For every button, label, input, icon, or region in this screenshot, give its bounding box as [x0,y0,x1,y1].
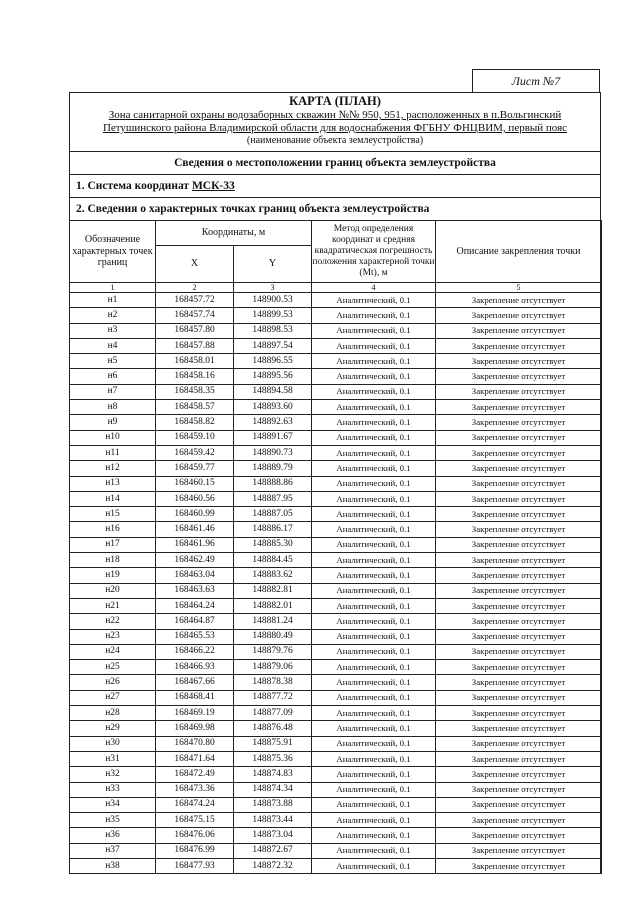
column-numbers-row [70,283,602,293]
table-row [70,553,602,568]
method-cell: Аналитический, 0.1 [312,445,436,460]
method-cell: Аналитический, 0.1 [312,644,436,659]
y-coord-cell: 148894.58 [234,384,312,399]
point-id-cell: н33 [70,782,156,797]
description-cell: Закрепление отсутствует [436,323,602,338]
point-id-cell: н18 [70,553,156,568]
table-row [70,338,602,353]
x-coord-cell: 168464.24 [156,598,234,613]
description-cell: Закрепление отсутствует [436,782,602,797]
method-cell: Аналитический, 0.1 [312,751,436,766]
method-cell: Аналитический, 0.1 [312,736,436,751]
y-coord-cell: 148883.62 [234,568,312,583]
point-id-cell: н4 [70,338,156,353]
document-title: КАРТА (ПЛАН) [289,94,381,108]
table-row [70,537,602,552]
table-row [70,629,602,644]
table-row [70,813,602,828]
description-cell: Закрепление отсутствует [436,461,602,476]
y-coord-cell: 148886.17 [234,522,312,537]
method-cell: Аналитический, 0.1 [312,400,436,415]
point-id-cell: н16 [70,522,156,537]
table-row [70,858,602,873]
point-id-cell: н14 [70,491,156,506]
description-cell: Закрепление отсутствует [436,690,602,705]
method-cell: Аналитический, 0.1 [312,308,436,323]
point-id-cell: н36 [70,828,156,843]
description-cell: Закрепление отсутствует [436,293,602,308]
point-id-cell: н5 [70,354,156,369]
column-number: 5 [436,283,602,293]
point-id-cell: н7 [70,384,156,399]
description-cell: Закрепление отсутствует [436,858,602,873]
y-coord-cell: 148873.44 [234,813,312,828]
x-coord-cell: 168476.99 [156,843,234,858]
y-coord-cell: 148880.49 [234,629,312,644]
x-coord-cell: 168458.01 [156,354,234,369]
method-cell: Аналитический, 0.1 [312,507,436,522]
x-coord-cell: 168470.80 [156,736,234,751]
description-cell: Закрепление отсутствует [436,644,602,659]
method-cell: Аналитический, 0.1 [312,568,436,583]
y-coord-cell: 148879.06 [234,660,312,675]
y-coord-cell: 148891.67 [234,430,312,445]
y-coord-cell: 148899.53 [234,308,312,323]
point-id-cell: н37 [70,843,156,858]
x-coord-cell: 168457.80 [156,323,234,338]
y-coord-cell: 148882.81 [234,583,312,598]
description-cell: Закрепление отсутствует [436,491,602,506]
x-coord-cell: 168468.41 [156,690,234,705]
x-coord-cell: 168466.93 [156,660,234,675]
description-cell: Закрепление отсутствует [436,354,602,369]
x-coord-cell: 168474.24 [156,797,234,812]
method-cell: Аналитический, 0.1 [312,583,436,598]
object-name-caption: (наименование объекта землеустройства) [246,135,424,146]
point-id-cell: н12 [70,461,156,476]
description-cell: Закрепление отсутствует [436,384,602,399]
y-coord-cell: 148874.83 [234,767,312,782]
x-coord-cell: 168459.42 [156,445,234,460]
x-coord-cell: 168461.96 [156,537,234,552]
coord-system-value: МСК-33 [191,180,235,192]
y-coord-cell: 148887.95 [234,491,312,506]
column-number: 3 [234,283,312,293]
x-coord-cell: 168477.93 [156,858,234,873]
point-id-cell: н22 [70,614,156,629]
method-cell: Аналитический, 0.1 [312,537,436,552]
table-row [70,583,602,598]
table-row [70,660,602,675]
point-id-cell: н30 [70,736,156,751]
col-header-designation: Обозначение характерных точек границ [70,221,156,283]
method-cell: Аналитический, 0.1 [312,293,436,308]
method-cell: Аналитический, 0.1 [312,323,436,338]
y-coord-cell: 148879.76 [234,644,312,659]
x-coord-cell: 168460.56 [156,491,234,506]
description-cell: Закрепление отсутствует [436,522,602,537]
point-id-cell: н6 [70,369,156,384]
table-row [70,721,602,736]
points-section-title: 2. Сведения о характерных точках границ объекта землеустройства [70,198,600,221]
table-row [70,461,602,476]
table-row [70,690,602,705]
description-cell: Закрепление отсутствует [436,751,602,766]
table-row [70,675,602,690]
x-coord-cell: 168458.35 [156,384,234,399]
y-coord-cell: 148897.54 [234,338,312,353]
point-id-cell: н20 [70,583,156,598]
x-coord-cell: 168465.53 [156,629,234,644]
y-coord-cell: 148873.88 [234,797,312,812]
x-coord-cell: 168473.36 [156,782,234,797]
section-title: Сведения о местоположении границ объекта землеустройства [70,152,600,175]
point-id-cell: н10 [70,430,156,445]
table-row [70,507,602,522]
point-id-cell: н8 [70,400,156,415]
method-cell: Аналитический, 0.1 [312,690,436,705]
description-cell: Закрепление отсутствует [436,813,602,828]
x-coord-cell: 168472.49 [156,767,234,782]
table-row [70,614,602,629]
method-cell: Аналитический, 0.1 [312,813,436,828]
x-coord-cell: 168469.98 [156,721,234,736]
y-coord-cell: 148896.55 [234,354,312,369]
x-coord-cell: 168461.46 [156,522,234,537]
document-header [70,93,600,152]
description-cell: Закрепление отсутствует [436,338,602,353]
x-coord-cell: 168457.72 [156,293,234,308]
description-cell: Закрепление отсутствует [436,415,602,430]
method-cell: Аналитический, 0.1 [312,843,436,858]
x-coord-cell: 168469.19 [156,706,234,721]
method-cell: Аналитический, 0.1 [312,675,436,690]
description-cell: Закрепление отсутствует [436,767,602,782]
col-header-x: X [156,246,234,283]
method-cell: Аналитический, 0.1 [312,706,436,721]
y-coord-cell: 148872.67 [234,843,312,858]
x-coord-cell: 168457.88 [156,338,234,353]
table-row [70,843,602,858]
table-row [70,782,602,797]
x-coord-cell: 168466.22 [156,644,234,659]
description-cell: Закрепление отсутствует [436,568,602,583]
y-coord-cell: 148890.73 [234,445,312,460]
x-coord-cell: 168458.82 [156,415,234,430]
point-id-cell: н15 [70,507,156,522]
col-header-description: Описание закрепления точки [436,221,602,283]
description-cell: Закрепление отсутствует [436,369,602,384]
description-cell: Закрепление отсутствует [436,629,602,644]
method-cell: Аналитический, 0.1 [312,491,436,506]
x-coord-cell: 168464.87 [156,614,234,629]
method-cell: Аналитический, 0.1 [312,415,436,430]
description-cell: Закрепление отсутствует [436,721,602,736]
description-cell: Закрепление отсутствует [436,553,602,568]
y-coord-cell: 148888.86 [234,476,312,491]
table-row [70,400,602,415]
point-id-cell: н29 [70,721,156,736]
description-cell: Закрепление отсутствует [436,843,602,858]
table-row [70,797,602,812]
table-row [70,354,602,369]
description-cell: Закрепление отсутствует [436,706,602,721]
point-id-cell: н2 [70,308,156,323]
col-header-y: Y [234,246,312,283]
point-id-cell: н34 [70,797,156,812]
y-coord-cell: 148875.36 [234,751,312,766]
table-row [70,828,602,843]
y-coord-cell: 148875.91 [234,736,312,751]
description-cell: Закрепление отсутствует [436,507,602,522]
x-coord-cell: 168460.99 [156,507,234,522]
table-row [70,308,602,323]
description-cell: Закрепление отсутствует [436,675,602,690]
sheet-number: Лист №7 [472,69,600,93]
method-cell: Аналитический, 0.1 [312,384,436,399]
x-coord-cell: 168458.57 [156,400,234,415]
y-coord-cell: 148893.60 [234,400,312,415]
table-row [70,369,602,384]
x-coord-cell: 168460.15 [156,476,234,491]
y-coord-cell: 148882.01 [234,598,312,613]
method-cell: Аналитический, 0.1 [312,598,436,613]
method-cell: Аналитический, 0.1 [312,782,436,797]
method-cell: Аналитический, 0.1 [312,553,436,568]
x-coord-cell: 168457.74 [156,308,234,323]
method-cell: Аналитический, 0.1 [312,354,436,369]
point-id-cell: н31 [70,751,156,766]
description-cell: Закрепление отсутствует [436,797,602,812]
coord-system-label: 1. Система координат [76,180,190,192]
x-coord-cell: 168475.15 [156,813,234,828]
table-row [70,445,602,460]
x-coord-cell: 168471.64 [156,751,234,766]
point-id-cell: н35 [70,813,156,828]
method-cell: Аналитический, 0.1 [312,476,436,491]
method-cell: Аналитический, 0.1 [312,522,436,537]
y-coord-cell: 148892.63 [234,415,312,430]
point-id-cell: н23 [70,629,156,644]
point-id-cell: н21 [70,598,156,613]
table-row [70,293,602,308]
table-row [70,767,602,782]
table-row [70,568,602,583]
col-header-method: Метод определения координат и средняя квадратическая погрешность положения характерной точки (Mt), м [312,221,436,283]
y-coord-cell: 148889.79 [234,461,312,476]
object-name-line-1: Зона санитарной охраны водозаборных скважин №№ 950, 951, расположенных в п.Вольгинский [108,109,562,121]
y-coord-cell: 148873.04 [234,828,312,843]
y-coord-cell: 148877.09 [234,706,312,721]
document-frame [69,92,601,874]
method-cell: Аналитический, 0.1 [312,430,436,445]
point-id-cell: н28 [70,706,156,721]
y-coord-cell: 148898.53 [234,323,312,338]
method-cell: Аналитический, 0.1 [312,369,436,384]
table-row [70,430,602,445]
point-id-cell: н32 [70,767,156,782]
description-cell: Закрепление отсутствует [436,598,602,613]
y-coord-cell: 148887.05 [234,507,312,522]
point-id-cell: н1 [70,293,156,308]
method-cell: Аналитический, 0.1 [312,828,436,843]
point-id-cell: н17 [70,537,156,552]
x-coord-cell: 168463.63 [156,583,234,598]
point-id-cell: н26 [70,675,156,690]
x-coord-cell: 168459.10 [156,430,234,445]
x-coord-cell: 168463.04 [156,568,234,583]
column-number: 2 [156,283,234,293]
description-cell: Закрепление отсутствует [436,736,602,751]
x-coord-cell: 168467.66 [156,675,234,690]
method-cell: Аналитический, 0.1 [312,858,436,873]
table-row [70,522,602,537]
point-id-cell: н19 [70,568,156,583]
description-cell: Закрепление отсутствует [436,445,602,460]
description-cell: Закрепление отсутствует [436,583,602,598]
column-number: 1 [70,283,156,293]
y-coord-cell: 148884.45 [234,553,312,568]
table-row [70,415,602,430]
method-cell: Аналитический, 0.1 [312,660,436,675]
point-id-cell: н13 [70,476,156,491]
point-id-cell: н25 [70,660,156,675]
description-cell: Закрепление отсутствует [436,476,602,491]
method-cell: Аналитический, 0.1 [312,767,436,782]
table-row [70,751,602,766]
method-cell: Аналитический, 0.1 [312,614,436,629]
y-coord-cell: 148885.30 [234,537,312,552]
description-cell: Закрепление отсутствует [436,537,602,552]
table-row [70,476,602,491]
point-id-cell: н11 [70,445,156,460]
method-cell: Аналитический, 0.1 [312,461,436,476]
object-name-line-2: Петушинского района Владимирской области для водоснабжения ФГБНУ ФНЦВИМ, первый пояс [102,122,568,134]
points-table [69,220,602,874]
point-id-cell: н24 [70,644,156,659]
y-coord-cell: 148877.72 [234,690,312,705]
x-coord-cell: 168476.06 [156,828,234,843]
method-cell: Аналитический, 0.1 [312,721,436,736]
x-coord-cell: 168459.77 [156,461,234,476]
table-row [70,323,602,338]
table-row [70,644,602,659]
column-number: 4 [312,283,436,293]
method-cell: Аналитический, 0.1 [312,629,436,644]
point-id-cell: н38 [70,858,156,873]
description-cell: Закрепление отсутствует [436,308,602,323]
description-cell: Закрепление отсутствует [436,828,602,843]
y-coord-cell: 148900.53 [234,293,312,308]
point-id-cell: н3 [70,323,156,338]
description-cell: Закрепление отсутствует [436,660,602,675]
table-row [70,706,602,721]
y-coord-cell: 148881.24 [234,614,312,629]
point-id-cell: н27 [70,690,156,705]
x-coord-cell: 168462.49 [156,553,234,568]
method-cell: Аналитический, 0.1 [312,338,436,353]
y-coord-cell: 148872.32 [234,858,312,873]
table-row [70,491,602,506]
description-cell: Закрепление отсутствует [436,614,602,629]
points-table-body [70,293,602,874]
col-header-coords: Координаты, м [156,221,312,246]
y-coord-cell: 148895.56 [234,369,312,384]
coord-system-row [70,175,600,198]
point-id-cell: н9 [70,415,156,430]
y-coord-cell: 148878.38 [234,675,312,690]
y-coord-cell: 148876.48 [234,721,312,736]
description-cell: Закрепление отсутствует [436,430,602,445]
table-row [70,736,602,751]
y-coord-cell: 148874.34 [234,782,312,797]
method-cell: Аналитический, 0.1 [312,797,436,812]
table-row [70,598,602,613]
x-coord-cell: 168458.16 [156,369,234,384]
description-cell: Закрепление отсутствует [436,400,602,415]
table-row [70,384,602,399]
